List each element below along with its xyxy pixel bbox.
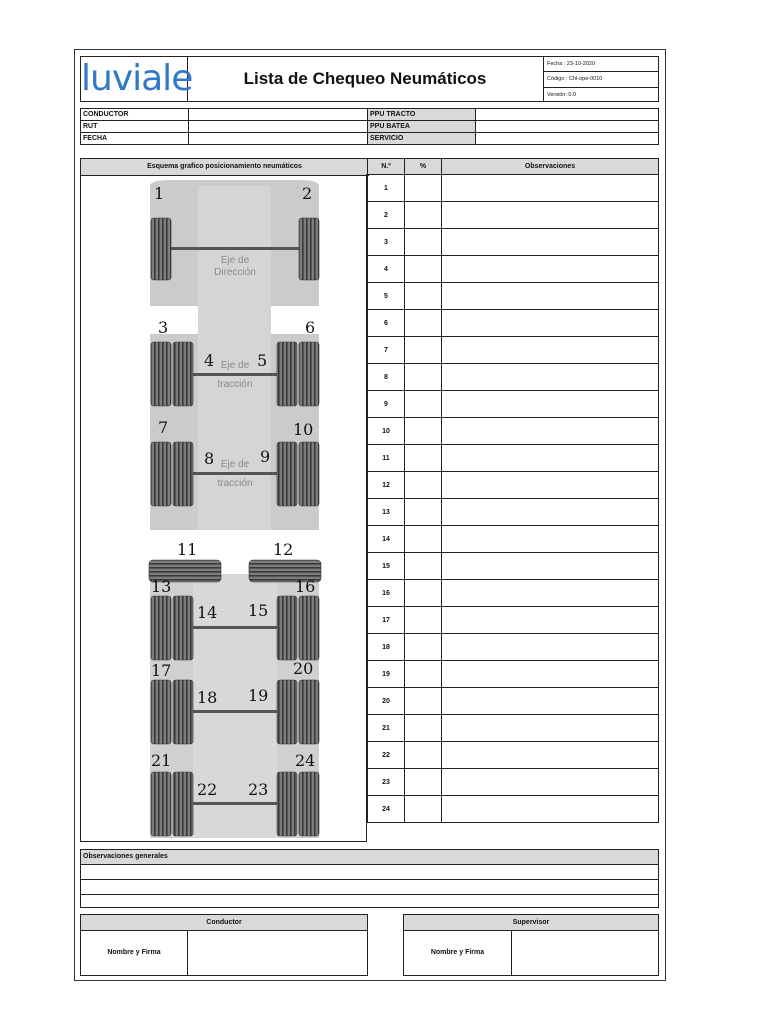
axle-label: Dirección [214, 267, 256, 278]
table-header-row [368, 159, 659, 175]
tire-observation-cell[interactable] [442, 229, 659, 256]
tire-observation-cell[interactable] [442, 796, 659, 823]
label-fecha: FECHA [81, 133, 189, 145]
tire-number: 18 [197, 688, 218, 707]
tire-percent-cell[interactable] [405, 688, 442, 715]
tire-number: 21 [151, 751, 172, 770]
col-num-header: N.º [368, 159, 405, 175]
table-row [368, 472, 659, 499]
tire-observation-cell[interactable] [442, 364, 659, 391]
tire-percent-cell[interactable] [405, 283, 442, 310]
tire-number: 19 [248, 686, 269, 705]
info-row [81, 121, 659, 133]
table-row [368, 364, 659, 391]
tire-number: 23 [248, 780, 269, 799]
tire-number-cell: 17 [368, 607, 405, 634]
schema-title: Esquema grafico posicionamiento neumáticos [80, 158, 369, 176]
table-row [368, 553, 659, 580]
tire-percent-cell[interactable] [405, 445, 442, 472]
logo: luviale [81, 58, 193, 99]
value-fecha[interactable] [189, 133, 368, 145]
tire-percent-cell[interactable] [405, 472, 442, 499]
tire-percent-cell[interactable] [405, 661, 442, 688]
tire-number: 17 [151, 661, 172, 680]
meta-version: Versión: 0.0 [547, 92, 577, 98]
tire-percent-cell[interactable] [405, 769, 442, 796]
table-row [368, 337, 659, 364]
tire-number: 24 [295, 751, 316, 770]
tire-observation-cell[interactable] [442, 607, 659, 634]
table-row [368, 229, 659, 256]
signature-conductor-label: Nombre y Firma [81, 930, 188, 975]
tire-number-cell: 16 [368, 580, 405, 607]
axle-label: Eje de [220, 459, 250, 470]
tire-observation-cell[interactable] [442, 661, 659, 688]
signature-supervisor-label: Nombre y Firma [404, 930, 512, 975]
table-row [368, 607, 659, 634]
info-row [81, 109, 659, 121]
label-ppu-tracto: PPU TRACTO [368, 109, 476, 121]
tire-number-cell: 13 [368, 499, 405, 526]
table-row [368, 580, 659, 607]
tire-number-cell: 4 [368, 256, 405, 283]
tire-number-cell: 11 [368, 445, 405, 472]
axle-label: Eje de [220, 360, 250, 371]
tire-percent-cell[interactable] [405, 337, 442, 364]
signature-conductor-title: Conductor [81, 915, 367, 931]
tire-observation-cell[interactable] [442, 688, 659, 715]
table-row [368, 742, 659, 769]
tire-number: 12 [273, 540, 294, 559]
label-servicio: SERVICIO [368, 133, 476, 145]
tire-number-cell: 15 [368, 553, 405, 580]
tire-percent-cell[interactable] [405, 418, 442, 445]
tire-number-cell: 18 [368, 634, 405, 661]
meta-date: Fecha : 23-10-2020 [544, 57, 659, 72]
tire-observation-cell[interactable] [442, 553, 659, 580]
tire-number: 11 [177, 540, 198, 559]
signature-supervisor-field[interactable] [512, 930, 658, 975]
tire-number: 8 [204, 449, 215, 468]
table-row [368, 661, 659, 688]
tire-observation-cell[interactable] [442, 283, 659, 310]
general-obs-line[interactable] [81, 895, 658, 908]
info-row [81, 133, 659, 145]
tire-percent-cell[interactable] [405, 526, 442, 553]
tire-number-cell: 7 [368, 337, 405, 364]
general-obs-line[interactable] [81, 865, 658, 880]
axle-label: tracción [217, 478, 253, 489]
table-row [368, 418, 659, 445]
table-row [368, 283, 659, 310]
table-row [368, 310, 659, 337]
doc-meta [543, 57, 659, 101]
tire-percent-cell[interactable] [405, 607, 442, 634]
tire-number: 15 [248, 601, 269, 620]
tire-percent-cell[interactable] [405, 634, 442, 661]
value-ppu-tracto[interactable] [476, 109, 659, 121]
tire-number-cell: 3 [368, 229, 405, 256]
tire-observation-cell[interactable] [442, 769, 659, 796]
signature-conductor-field[interactable] [188, 930, 367, 975]
tire-percent-cell[interactable] [405, 175, 442, 202]
general-obs-line[interactable] [81, 880, 658, 895]
table-row [368, 499, 659, 526]
tire-number-cell: 21 [368, 715, 405, 742]
tire-number: 7 [158, 418, 169, 437]
tire-number: 22 [197, 780, 218, 799]
tire-number: 4 [204, 351, 215, 370]
tire-percent-cell[interactable] [405, 364, 442, 391]
table-row [368, 688, 659, 715]
tire-number-cell: 8 [368, 364, 405, 391]
table-row [368, 202, 659, 229]
meta-code: Código : Chl-ope-0010 [544, 72, 659, 88]
tire-percent-cell[interactable] [405, 202, 442, 229]
tire-number-cell: 14 [368, 526, 405, 553]
tire-number: 6 [305, 318, 316, 337]
tire-percent-cell[interactable] [405, 553, 442, 580]
label-conductor: CONDUCTOR [81, 109, 189, 121]
signature-supervisor-title: Supervisor [404, 915, 658, 931]
tire-percent-cell[interactable] [405, 580, 442, 607]
tire-number: 10 [293, 420, 314, 439]
tire-observation-cell[interactable] [442, 742, 659, 769]
page-title: Lista de Chequeo Neumáticos [243, 69, 487, 88]
tire-percent-cell[interactable] [405, 499, 442, 526]
col-obs-header: Observaciones [442, 159, 659, 175]
tire-number-cell: 6 [368, 310, 405, 337]
value-servicio[interactable] [476, 133, 659, 145]
label-rut: RUT [81, 121, 189, 133]
tire-observation-cell[interactable] [442, 337, 659, 364]
tire-number-cell: 20 [368, 688, 405, 715]
tire-observation-cell[interactable] [442, 175, 659, 202]
schema-panel [80, 174, 367, 842]
table-row [368, 445, 659, 472]
checklist-sheet [74, 49, 666, 981]
axle-label: Eje de [220, 255, 250, 266]
tire-observation-cell[interactable] [442, 526, 659, 553]
tire-percent-cell[interactable] [405, 310, 442, 337]
tire-diagram [81, 174, 368, 842]
tire-number-cell: 19 [368, 661, 405, 688]
tire-number: 1 [154, 184, 165, 203]
tire-observation-cell[interactable] [442, 256, 659, 283]
tire-observation-cell[interactable] [442, 391, 659, 418]
table-row [368, 175, 659, 202]
tire-percent-cell[interactable] [405, 229, 442, 256]
tire-number: 9 [260, 447, 271, 466]
table-row [368, 634, 659, 661]
tire-number-cell: 1 [368, 175, 405, 202]
tire-percent-cell[interactable] [405, 391, 442, 418]
tire-percent-cell[interactable] [405, 796, 442, 823]
table-row [368, 796, 659, 823]
tire-number: 3 [158, 318, 169, 337]
label-ppu-batea: PPU BATEA [368, 121, 476, 133]
tire-observation-cell[interactable] [442, 310, 659, 337]
tire-number: 2 [302, 184, 313, 203]
tire-number-cell: 5 [368, 283, 405, 310]
tire-number-cell: 12 [368, 472, 405, 499]
value-ppu-batea[interactable] [476, 121, 659, 133]
table-row [368, 769, 659, 796]
tire-number: 14 [197, 603, 218, 622]
tire-check-table [367, 158, 659, 823]
tire-number-cell: 10 [368, 418, 405, 445]
tire-percent-cell[interactable] [405, 715, 442, 742]
table-row [368, 256, 659, 283]
tire-observation-cell[interactable] [442, 472, 659, 499]
signature-supervisor [403, 914, 659, 976]
value-conductor[interactable] [189, 109, 368, 121]
tire-number-cell: 23 [368, 769, 405, 796]
table-row [368, 526, 659, 553]
table-row [368, 715, 659, 742]
tire-number: 20 [293, 659, 314, 678]
tire-observation-cell[interactable] [442, 445, 659, 472]
tire-observation-cell[interactable] [442, 202, 659, 229]
tire-observation-cell[interactable] [442, 499, 659, 526]
tire-number-cell: 9 [368, 391, 405, 418]
tire-rows [368, 175, 659, 823]
tire-number-cell: 2 [368, 202, 405, 229]
tire-number-cell: 24 [368, 796, 405, 823]
general-obs-section [80, 849, 659, 908]
tire-number-cell: 22 [368, 742, 405, 769]
tire-percent-cell[interactable] [405, 742, 442, 769]
tire-observation-cell[interactable] [442, 634, 659, 661]
info-grid [80, 108, 659, 145]
axle-label: tracción [217, 379, 253, 390]
col-pct-header: % [405, 159, 442, 175]
tire-number: 5 [257, 351, 268, 370]
tire-percent-cell[interactable] [405, 256, 442, 283]
table-row [368, 391, 659, 418]
signature-conductor [80, 914, 368, 976]
tire-observation-cell[interactable] [442, 418, 659, 445]
general-obs-title: Observaciones generales [81, 850, 658, 865]
tire-observation-cell[interactable] [442, 580, 659, 607]
value-rut[interactable] [189, 121, 368, 133]
header [80, 56, 659, 102]
tire-number: 13 [151, 577, 172, 596]
tire-observation-cell[interactable] [442, 715, 659, 742]
tire-number: 16 [295, 577, 316, 596]
